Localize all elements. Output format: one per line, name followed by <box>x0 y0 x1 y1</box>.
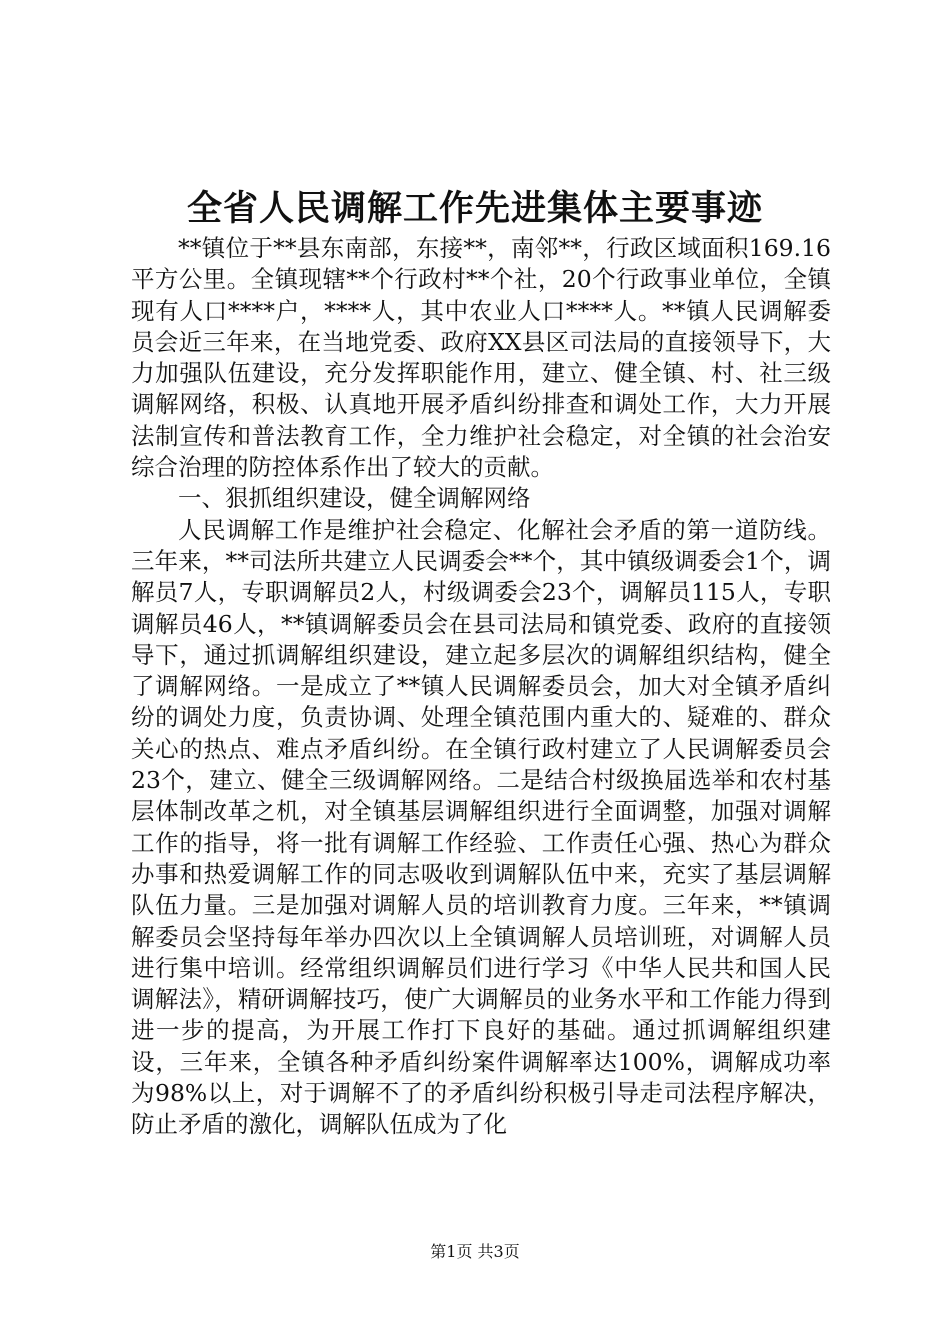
document-body <box>131 233 831 1141</box>
section-heading: 一、狠抓组织建设，健全调解网络 <box>178 484 531 513</box>
section-paragraph: 人民调解工作是维护社会稳定、化解社会矛盾的第一道防线。三年来，**司法所共建立人民调委会**个，其中镇级调委会1个，调解员7人，专职调解员2人，村级调委会23个，调解员115人，专职调解员46人，**镇调解委员会在县司法局和镇党委、政府的直接领导下，通过抓调解组织建设，建立起多层次的调解组织结构，健全了调解网络。一是成立了**镇人民调解委员会，加大对全镇矛盾纠纷的调处力度，负责协调、处理全镇范围内重大的、疑难的、群众关心的热点、难点矛盾纠纷。在全镇行政村建立了人民调解委员会23个，建立、健全三级调解网络。二是结合村级换届选举和农村基层体制改革之机，对全镇基层调解组织进行全面调整，加强对调解工作的指导，将一批有调解工作经验、工作责任心强、热心为群众办事和热爱调解工作的同志吸收到调解队伍中来，充实了基层调解队伍力量。三是加强对调解人员的培训教育力度。三年来，**镇调解委员会坚持每年举办四次以上全镇调解人员培训班，对调解人员进行集中培训。经常组织调解员们进行学习《中华人民共和国人民调解法》，精研调解技巧，使广大调解员的业务水平和工作能力得到进一步的提高，为开展工作打下良好的基础。通过抓调解组织建设，三年来，全镇各种矛盾纠纷案件调解率达100%，调解成功率为98%以上，对于调解不了的矛盾纠纷积极引导走司法程序解决，防止矛盾的激化，调解队伍成为了化 <box>131 515 831 1139</box>
document-title: 全省人民调解工作先进集体主要事迹 <box>186 188 763 229</box>
page-footer: 第1页 共3页 <box>430 1242 520 1261</box>
intro-paragraph: **镇位于**县东南部，东接**，南邻**，行政区域面积169.16平方公里。全镇现辖**个行政村**个社，20个行政事业单位，全镇现有人口****户，****人，其中农业人口****人。**镇人民调解委员会近三年来，在当地党委、政府XX县区司法局的直接领导下，大力加强队伍建设，充分发挥职能作用，建立、健全镇、村、社三级调解网络，积极、认真地开展矛盾纠纷排查和调处工作，大力开展法制宣传和普法教育工作，全力维护社会稳定，对全镇的社会治安综合治理的防控体系作出了较大的贡献。 <box>131 234 831 482</box>
